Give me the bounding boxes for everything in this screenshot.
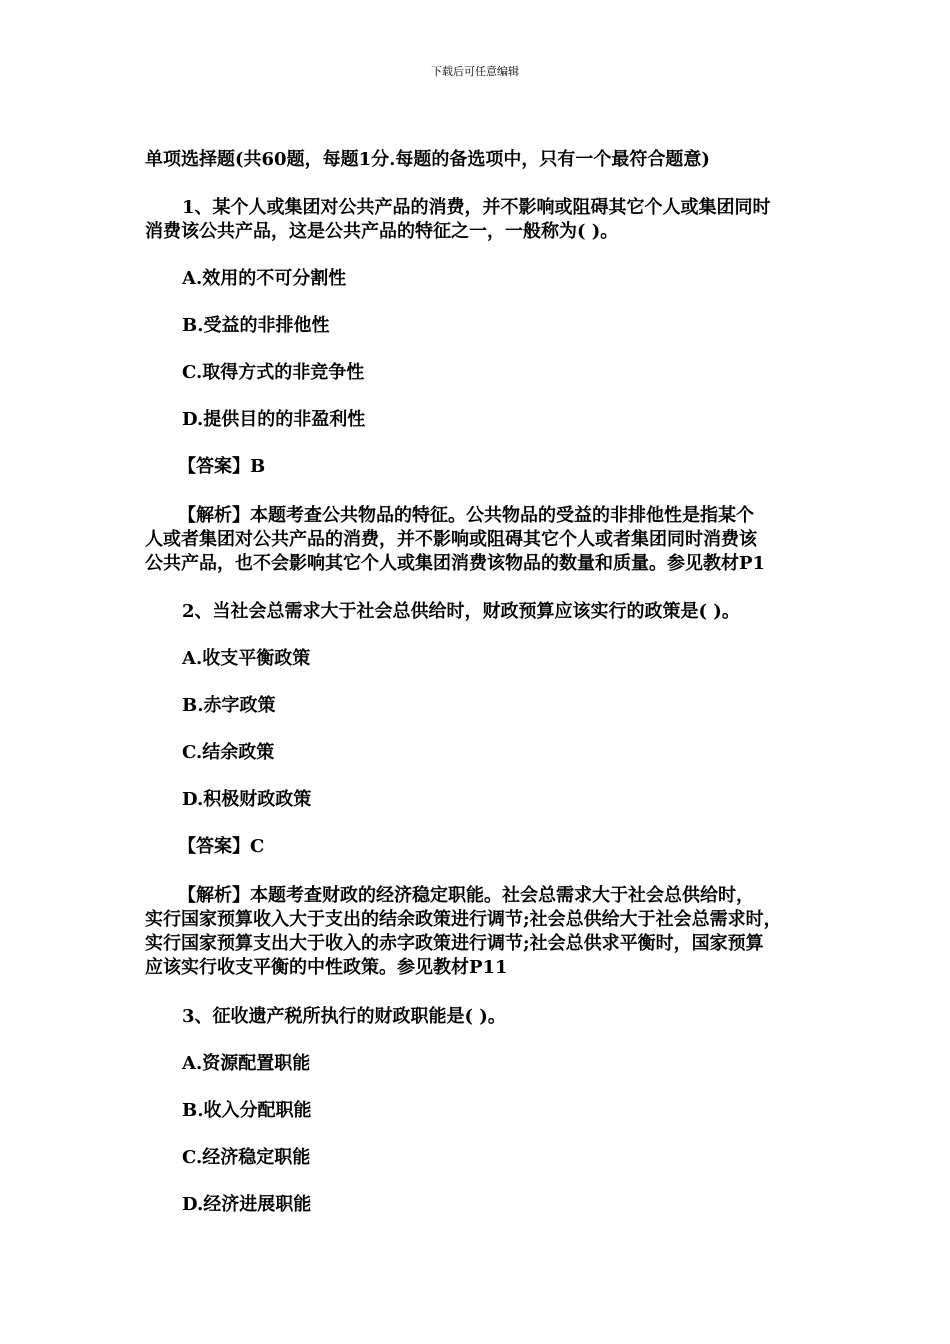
- question-2-option-b: B.赤字政策: [182, 695, 276, 716]
- question-2-analysis-line-1: 【解析】本题考查财政的经济稳定职能。社会总需求大于社会总供给时，: [178, 885, 754, 906]
- question-1-stem-line-2: 消费该公共产品，这是公共产品的特征之一，一般称为( )。: [145, 221, 619, 242]
- question-3-option-b: B.收入分配职能: [182, 1100, 312, 1121]
- question-1-stem: [145, 196, 815, 244]
- question-1-option-b: B.受益的非排他性: [182, 315, 330, 336]
- question-1-answer: 【答案】B: [178, 456, 266, 477]
- question-1-analysis: [145, 504, 815, 576]
- page-header: 下载后可任意编辑: [431, 65, 519, 78]
- question-3-option-a: A.资源配置职能: [182, 1053, 311, 1074]
- question-2-analysis-line-3: 实行国家预算支出大于收入的赤字政策进行调节;社会总供求平衡时，国家预算: [145, 933, 764, 954]
- question-2-answer: 【答案】C: [178, 836, 265, 857]
- question-2-analysis-line-4: 应该实行收支平衡的中性政策。参见教材P11: [145, 957, 508, 978]
- question-1-option-c: C.取得方式的非竞争性: [182, 362, 365, 383]
- section-title: 单项选择题(共60题，每题1分.每题的备选项中，只有一个最符合题意): [145, 149, 710, 170]
- question-3-option-c: C.经济稳定职能: [182, 1147, 311, 1168]
- question-2-analysis-line-2: 实行国家预算收入大于支出的结余政策进行调节;社会总供给大于社会总需求时，: [145, 909, 782, 930]
- question-2-analysis: [145, 884, 815, 980]
- question-2-stem: 2、当社会总需求大于社会总供给时，财政预算应该实行的政策是( )。: [182, 601, 740, 622]
- question-3-option-d: D.经济进展职能: [182, 1194, 312, 1215]
- question-1-analysis-line-3: 公共产品，也不会影响其它个人或集团消费该物品的数量和质量。参见教材P1: [145, 553, 766, 574]
- question-3-stem: 3、征收遗产税所执行的财政职能是( )。: [182, 1006, 506, 1027]
- question-2-option-d: D.积极财政政策: [182, 789, 312, 810]
- question-2-option-c: C.结余政策: [182, 742, 275, 763]
- question-1-analysis-line-1: 【解析】本题考查公共物品的特征。公共物品的受益的非排他性是指某个: [178, 505, 754, 526]
- question-1-option-a: A.效用的不可分割性: [182, 268, 347, 289]
- question-1-option-d: D.提供目的的非盈利性: [182, 409, 366, 430]
- question-1-stem-line-1: 1、某个人或集团对公共产品的消费，并不影响或阻碍其它个人或集团同时: [182, 197, 771, 218]
- question-1-analysis-line-2: 人或者集团对公共产品的消费，并不影响或阻碍其它个人或者集团同时消费该: [145, 529, 757, 550]
- question-2-option-a: A.收支平衡政策: [182, 648, 311, 669]
